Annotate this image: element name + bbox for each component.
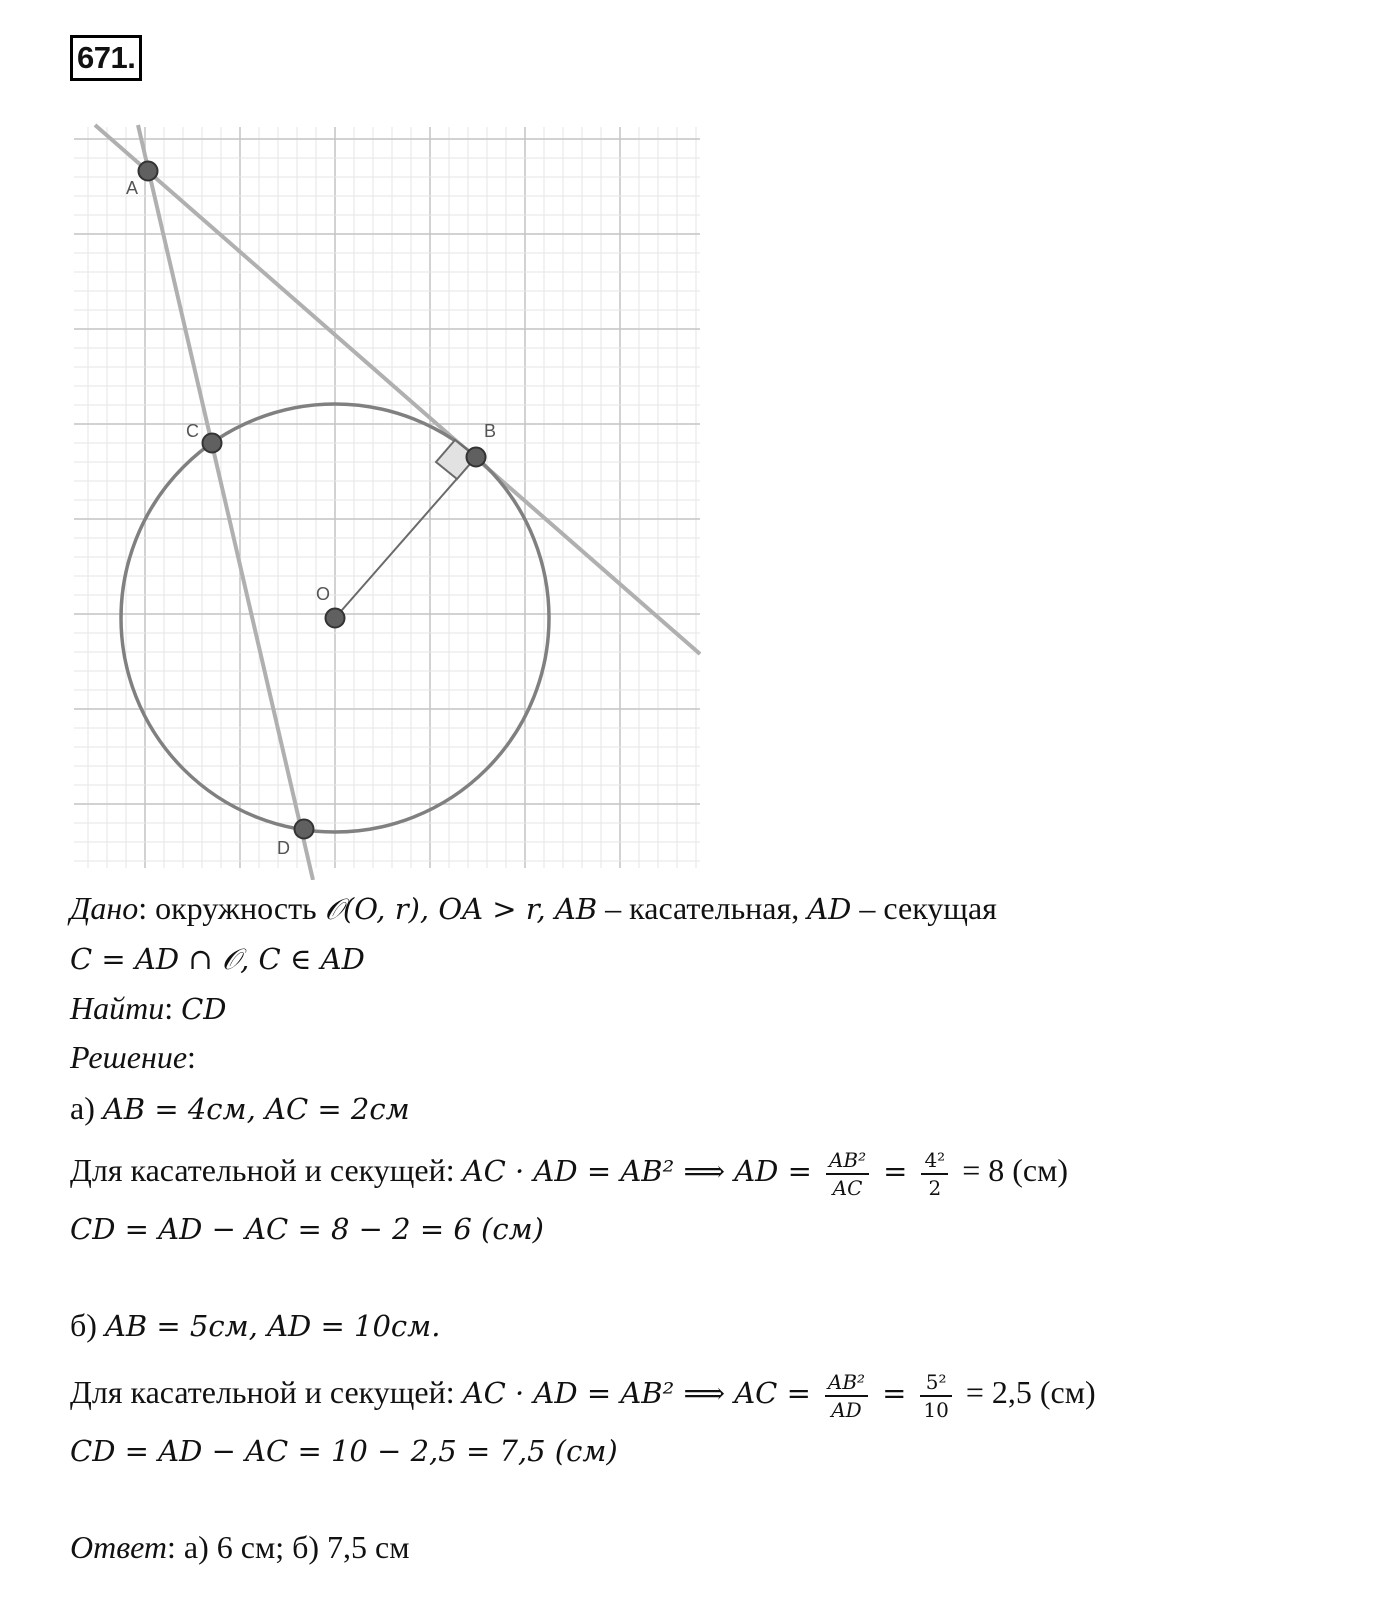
part-b-fraction-1: [825, 1369, 868, 1423]
part-a-fraction-1: [826, 1147, 869, 1201]
part-b-fraction-2-numerator: 5²: [920, 1369, 951, 1397]
problem-number: 671.: [70, 35, 142, 81]
given-expr-1: 𝒪(O, r), OA > r, AB: [324, 892, 598, 926]
part-b-rule: Для касательной и секущей: AC · AD = AB² ⟹ AC = $\frac{\text{AB²}}{AD}$ = $\frac{\text{5²}}{10}$ = 2,5 (см): [70, 1369, 1096, 1422]
part-a-rule-text: Для касательной и секущей:: [70, 1152, 455, 1188]
point-label-d: D: [277, 838, 290, 858]
part-a-data: [70, 1088, 410, 1129]
part-a-rule-expr: AC · AD = AB² ⟹ AD =: [462, 1154, 812, 1188]
part-b-prefix: б): [70, 1307, 97, 1343]
solution-heading: Решение:: [70, 1039, 196, 1075]
part-b-data: [70, 1305, 440, 1346]
part-b-fraction-1-denominator: AD: [831, 1397, 862, 1422]
point-label-a: A: [126, 178, 139, 198]
grid: [74, 127, 700, 868]
part-a-given: AB = 4см, AC = 2см: [102, 1092, 410, 1126]
tangent-line-ab: [95, 125, 700, 654]
point-label-o: O: [316, 584, 331, 604]
point-label-b: B: [484, 421, 497, 441]
part-b-cd: [70, 1430, 618, 1471]
part-b-rule-expr: AC · AD = AB² ⟹ AC =: [462, 1376, 811, 1410]
given-line-2: [70, 938, 365, 979]
part-a-rule: Для касательной и секущей: AC · AD = AB² ⟹ AD = $\frac{\text{AB²}}{AC}$ = $\frac{\text{4²}}{2}$ = 8 (см): [70, 1147, 1068, 1200]
point-b: [467, 421, 497, 467]
given-expr-3: C = AD ∩ 𝒪, C ∈ AD: [70, 942, 365, 976]
answer-line: Ответ: а) 6 см; б) 7,5 см: [70, 1529, 410, 1565]
part-a-fraction-2: [921, 1147, 948, 1201]
part-b-fraction-2-denominator: 10: [923, 1397, 949, 1422]
answer-label: Ответ: [70, 1529, 167, 1565]
part-a-fraction-2-numerator: 4²: [921, 1147, 948, 1175]
part-a-cd-expr: CD = AD − AC = 8 − 2 = 6 (см): [70, 1212, 544, 1246]
part-b-given: AB = 5см, AD = 10см.: [104, 1309, 441, 1343]
part-b-fraction-2: [920, 1369, 951, 1423]
point-c: [186, 421, 222, 453]
part-b-rule-text: Для касательной и секущей:: [70, 1374, 455, 1410]
find-label: Найти: [70, 990, 165, 1026]
given-label: Дано: [70, 890, 139, 926]
given-text-3: – секущая: [859, 890, 997, 926]
part-a-fraction-2-denominator: 2: [928, 1175, 942, 1200]
part-a-fraction-1-numerator: AB²: [826, 1147, 869, 1175]
given-text-2: – касательная,: [605, 890, 800, 926]
find-line: Найти: CD: [70, 990, 227, 1026]
part-a-result: = 8 (см): [962, 1152, 1068, 1188]
answer-text: а) 6 см; б) 7,5 см: [183, 1529, 410, 1565]
given-text-1: окружность: [155, 890, 317, 926]
part-a-cd: [70, 1208, 544, 1249]
given-expr-2: AD: [807, 892, 852, 926]
find-value: CD: [181, 992, 227, 1026]
part-a-prefix: а): [70, 1090, 95, 1126]
part-b-result: = 2,5 (см): [965, 1374, 1096, 1410]
point-label-c: C: [186, 421, 199, 441]
given-line-1: Дано: окружность 𝒪(O, r), OA > r, AB – касательная, AD – секущая: [70, 890, 997, 926]
part-a-fraction-1-denominator: AC: [832, 1175, 863, 1200]
part-b-cd-expr: CD = AD − AC = 10 − 2,5 = 7,5 (см): [70, 1434, 618, 1468]
part-b-fraction-1-numerator: AB²: [825, 1369, 868, 1397]
point-o: [316, 584, 345, 628]
solution-label: Решение: [70, 1039, 188, 1075]
